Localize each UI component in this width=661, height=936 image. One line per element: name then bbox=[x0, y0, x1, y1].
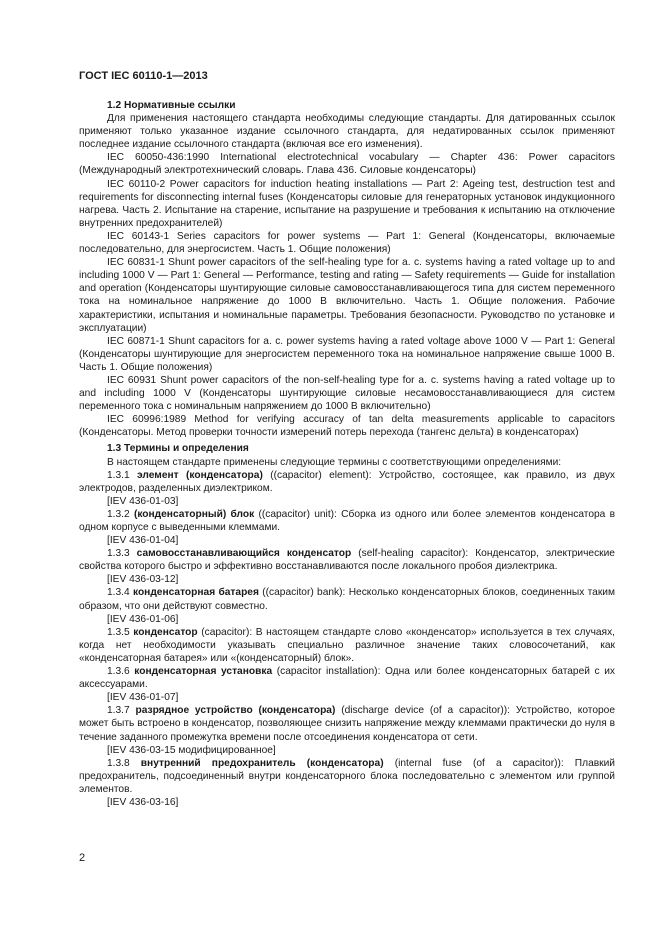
term-number: 1.3.8 bbox=[107, 757, 130, 769]
term-number: 1.3.5 bbox=[107, 626, 130, 638]
term-definition bbox=[79, 508, 615, 534]
iev-reference: [IEV 436-01-07] bbox=[107, 692, 179, 704]
paragraph: В настоящем стандарте применены следующие термины с соответствующими определениями: bbox=[107, 456, 562, 468]
normative-reference: IEC 60996:1989 Method for verifying accuracy of tan delta measurements applicable to capacitors (Конденсаторы. Метод проверки точности измерений потерь перехода (тангенс дельта) в конденсаторах) bbox=[79, 414, 615, 439]
term-name: самовосстанавливающийся конденсатор bbox=[136, 548, 352, 560]
section-heading: 1.2 Нормативные ссылки bbox=[107, 100, 236, 111]
iev-reference: [IEV 436-01-04] bbox=[107, 535, 179, 547]
term-number: 1.3.7 bbox=[107, 705, 130, 717]
iev-reference: [IEV 436-01-03] bbox=[107, 495, 179, 507]
term-definition bbox=[79, 547, 615, 573]
normative-reference: IEC 60871-1 Shunt capacitors for a. c. power systems having a rated voltage above 1000 V — Part 1: General (Конденсаторы шунтирующие для энергосистем переменного тока на номинальное напряжение свыше 1000 В. Часть 1. Общие положения) bbox=[79, 335, 615, 373]
term-definition bbox=[79, 469, 615, 495]
iev-reference: [IEV 436-01-06] bbox=[107, 613, 179, 625]
section-heading: 1.3 Термины и определения bbox=[107, 443, 249, 455]
term-text: ((capacitor) bank): Несколько конденсаторных блоков, соединенных таким образом, что они действуют совместно. bbox=[79, 587, 615, 612]
term-text: (self-healing capacitor): Конденсатор, электрические свойства которого быстро и эффективно восстанавливаются после локального пробоя диэлектрика. bbox=[79, 548, 615, 573]
paragraph: Для применения настоящего стандарта необходимы следующие стандарты. Для датированных ссылок применяют только указанное издание ссылочного стандарта, для недатированных ссылок применяют последнее издание ссылочного стандарта (включая все его изменения). bbox=[79, 113, 615, 151]
term-number: 1.3.6 bbox=[107, 666, 130, 678]
term-name: (конденсаторный) блок bbox=[133, 508, 255, 520]
normative-reference: IEC 60050-436:1990 International electrotechnical vocabulary — Chapter 436: Power capacitors (Международный электротехнический словарь. Глава 436. Силовые конденсаторы) bbox=[79, 152, 615, 177]
term-number: 1.3.3 bbox=[107, 548, 130, 560]
term-name: элемент (конденсатора) bbox=[137, 469, 263, 481]
term-definition bbox=[79, 586, 615, 612]
iev-reference: [IEV 436-03-16] bbox=[107, 796, 179, 808]
term-text: (capacitor installation): Одна или более конденсаторных батарей с их аксессуарами. bbox=[79, 666, 615, 691]
normative-reference: IEC 60110-2 Power capacitors for induction heating installations — Part 2: Ageing test, destruction test and requirements for disconnecting internal fuses (Конденсаторы силовые для генераторных установок индукционного нагрева. Часть 2. Испытание на старение, испытание на разрушение и требования к испытанию на отключение внутренних предохранителей) bbox=[79, 178, 615, 229]
term-definition bbox=[79, 665, 615, 691]
iev-reference: [IEV 436-03-15 модифицированное] bbox=[107, 744, 276, 756]
term-definition bbox=[79, 704, 615, 743]
term-name: внутренний предохранитель (конденсатора) bbox=[140, 757, 384, 769]
term-text: (capacitor): В настоящем стандарте слово «конденсатор» используется в тех случаях, когда нет необходимости указывать специально различное значение таких словосочетаний, как «конденсаторная батарея» или «(конденсаторный) блок». bbox=[79, 626, 615, 664]
term-text: ((capacitor) unit): Сборка из одного или более элементов конденсатора в одном корпусе с выведенными клеммами. bbox=[79, 508, 615, 533]
term-text: ((capacitor) element): Устройство, состоящее, как правило, из двух электродов, разделенных диэлектриком. bbox=[79, 469, 616, 494]
iev-reference: [IEV 436-03-12] bbox=[107, 574, 179, 586]
document-body bbox=[79, 96, 615, 809]
term-text: (discharge device (of a capacitor)): Устройство, которое может быть встроено в конденсатор, позволяющее снизить напряжение между клеммами практически до нуля в течение заданного промежутка времени после отсоединения конденсатора от сети. bbox=[79, 705, 615, 743]
normative-reference: IEC 60143-1 Series capacitors for power systems — Part 1: General (Конденсаторы, включаемые последовательно, для энергосистем. Часть 1. Общие положения) bbox=[79, 230, 615, 256]
term-name: конденсаторная установка bbox=[134, 666, 273, 678]
normative-reference: IEC 60831-1 Shunt power capacitors of the self-healing type for a. c. systems having a rated voltage up to and including 1000 V — Part 1: General — Performance, testing and rating — Safety requirements — Guide for installation and operation (Конденсаторы шунтирующие силовые самовосстанавливающегося типа для систем переменного тока на номинальное напряжение до 1000 В включительно. Часть 1. Общие положения. Рабочие характеристики, испытания и номинальные параметры. Требования безопасности. Руководство по установке и эксплуатации) bbox=[79, 257, 615, 334]
normative-reference: IEC 60931 Shunt power capacitors of the non-self-healing type for a. c. systems having a rated voltage up to and including 1000 V (Конденсаторы шунтирующие силовые несамовосстанавливающиеся для систем переменного тока с номинальным напряжением до 1000 В включительно) bbox=[79, 374, 615, 413]
term-name: конденсатор bbox=[133, 626, 198, 638]
term-name: разрядное устройство (конденсатора) bbox=[135, 705, 336, 717]
term-number: 1.3.4 bbox=[107, 587, 130, 599]
term-number: 1.3.1 bbox=[107, 469, 130, 481]
term-definition bbox=[79, 757, 615, 796]
term-number: 1.3.2 bbox=[107, 508, 130, 520]
document-header: ГОСТ IEC 60110-1—2013 bbox=[79, 70, 208, 82]
term-text: (internal fuse (of a capacitor)): Плавкий предохранитель, подсоединенный внутри конденсаторного блока последовательно с элементом или группой элементов. bbox=[79, 757, 615, 795]
page-number: 2 bbox=[79, 852, 86, 864]
term-definition bbox=[79, 626, 615, 665]
term-name: конденсаторная батарея bbox=[133, 587, 259, 599]
